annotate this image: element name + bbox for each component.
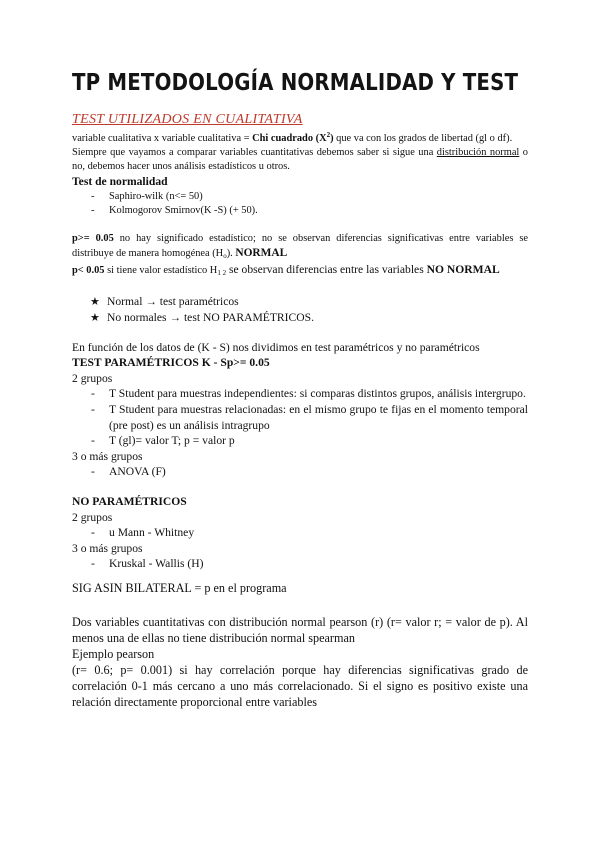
test-type-list	[72, 294, 528, 326]
star-icon: ★	[90, 310, 100, 324]
example-paragraph: (r= 0.6; p= 0.001) si hay correlación porque hay diferencias significativas grado de correlación 0-1 más cercano a uno más correlacionado. Si el signo es positivo existe una relación directamente proporcional entre variables	[72, 662, 528, 709]
nonparametric-group2-label: 2 grupos	[72, 510, 113, 524]
list-item: - T Student para muestras independientes: si comparas distintos grupos, análisis intergrupo.	[72, 386, 528, 402]
list-item: - Kruskal - Wallis (H)	[72, 556, 528, 572]
star-icon: ★	[90, 294, 100, 308]
nonparametric-group3-label: 3 o más grupos	[72, 541, 143, 555]
list-item: - ANOVA (F)	[72, 464, 528, 480]
list-item: - T (gl)= valor T; p = valor p	[72, 433, 528, 449]
parametric-group2-label: 2 grupos	[72, 371, 113, 385]
normality-heading: Test de normalidad	[72, 175, 168, 188]
document-body	[72, 111, 528, 710]
distribution-intro-paragraph: Siempre que vayamos a comparar variables cuantitativas debemos saber si sigue una distribución normal o no, debemos hacer unos análisis estadísticos u otros.	[72, 147, 528, 172]
list-item: - u Mann - Whitney	[72, 525, 528, 541]
nonparametric-heading: NO PARAMÉTRICOS	[72, 494, 187, 508]
nonparametric-group3-list	[72, 556, 528, 572]
parametric-group3-list	[72, 464, 528, 480]
page-title: TP METODOLOGÍA NORMALIDAD Y TEST	[72, 70, 519, 96]
parametric-group3-label: 3 o más grupos	[72, 449, 143, 463]
section-subtitle: TEST UTILIZADOS EN CUALITATIVA	[72, 112, 303, 127]
nonparametric-group2-list	[72, 525, 528, 541]
pearson-paragraph: Dos variables cuantitativas con distribución normal pearson (r) (r= valor r; = valor de p). Al menos una de ellas no tiene distribución normal spearman	[72, 614, 528, 645]
list-item: - T Student para muestras relacionadas: en el mismo grupo te fijas en el momento temporal (pre post) es un análisis intragrupo	[72, 402, 528, 433]
parametric-heading: TEST PARAMÉTRICOS K - Sp>= 0.05	[72, 356, 270, 370]
p-not-normal-paragraph: p< 0.05 si tiene valor estadístico $H_{1 2}$ se observan diferencias entre las variables NO NORMAL	[72, 262, 500, 277]
list-item: - Saphiro-wilk (n<= 50)	[72, 190, 528, 204]
normality-list	[72, 190, 528, 218]
p-normal-paragraph: p>= 0.05 no hay significado estadístico; no se observan diferencias significativas entre variables se distribuye de manera homogénea $(H_o)$. NORMAL	[72, 232, 528, 260]
parametric-group2-list	[72, 386, 528, 448]
chi-square-paragraph: variable cualitativa x variable cualitativa = Chi cuadrado $(X^2)$ que va con los grados de libertad (gl o df).	[72, 131, 513, 144]
sig-line: SIG ASIN BILATERAL = p en el programa	[72, 580, 287, 595]
ks-intro-paragraph: En función de los datos de (K - S) nos dividimos en test paramétricos y no paramétricos	[72, 340, 480, 354]
list-item: ★ Normal → test paramétricos	[90, 294, 239, 308]
list-item: ★ No normales → test NO PARAMÉTRICOS.	[90, 310, 314, 324]
example-label: Ejemplo pearson	[72, 646, 155, 661]
list-item: - Kolmogorov Smirnov(K -S) (+ 50).	[72, 204, 528, 218]
